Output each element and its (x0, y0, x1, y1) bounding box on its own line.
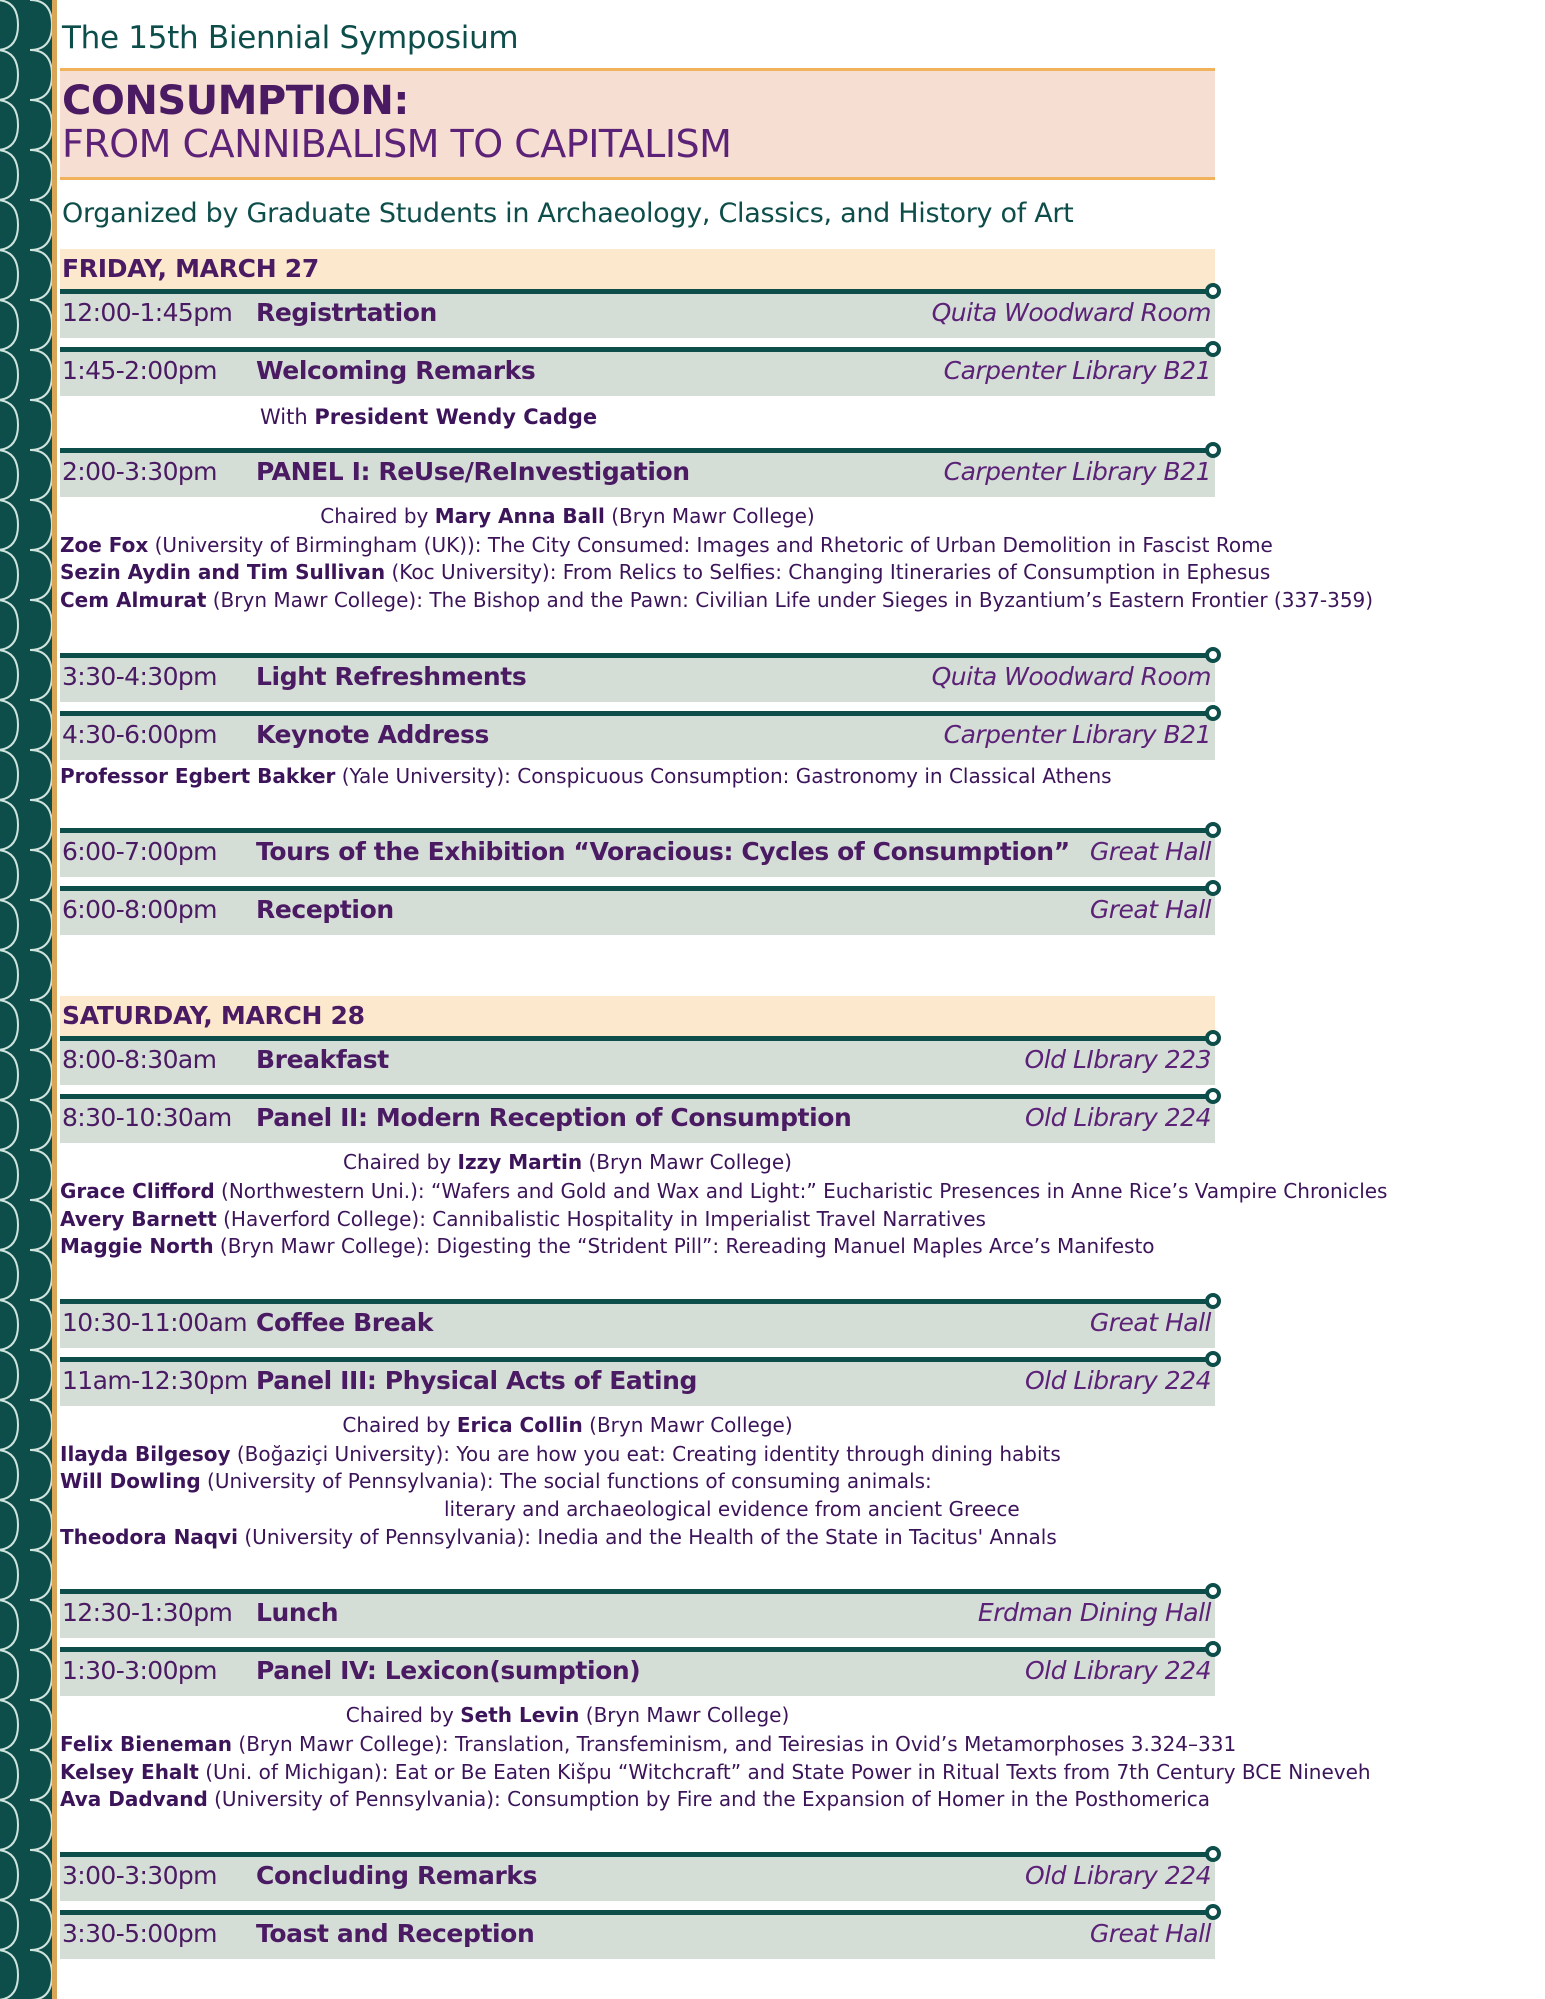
session-venue: Old Library 224 (1024, 1656, 1211, 1686)
session-rule (60, 1094, 1215, 1099)
session-details (60, 760, 1215, 795)
session-rule (60, 448, 1215, 453)
session-time: 3:30-5:00pm (62, 1919, 217, 1949)
session-title: Concluding Remarks (256, 1861, 538, 1891)
timeline-dot-icon (1205, 822, 1221, 838)
session-title: Tours of the Exhibition “Voracious: Cycles of Consumption” (256, 837, 1070, 867)
timeline-dot-icon (1205, 442, 1221, 458)
session-rule (60, 1852, 1215, 1857)
session-row (60, 1041, 1215, 1085)
chair-affiliation: (Bryn Mawr College) (604, 503, 815, 528)
session-time: 12:00-1:45pm (62, 297, 233, 327)
session-details (60, 396, 1215, 439)
session-title: Lunch (256, 1598, 339, 1628)
session-row (60, 453, 1215, 497)
paper-entry (60, 763, 1215, 791)
day-header-1 (60, 249, 1215, 289)
session-venue: Old Library 224 (1024, 1365, 1211, 1395)
session-rule (60, 886, 1215, 891)
timeline-dot-icon (1205, 880, 1221, 896)
session-row (60, 294, 1215, 338)
session-title: Reception (256, 895, 394, 925)
session-venue: Great Hall (1089, 837, 1211, 867)
session-row (60, 891, 1215, 935)
day-label: FRIDAY, MARCH 27 (62, 253, 319, 283)
session-time: 12:30-1:30pm (62, 1598, 233, 1628)
session-chair-line (60, 1146, 1215, 1178)
row-spacer (60, 935, 1215, 944)
paper-title: (Boğaziçi University): You are how you eat: Creating identity through dining habits (230, 1441, 1061, 1466)
timeline-dot-icon (1205, 1088, 1221, 1104)
session-rule (60, 711, 1215, 716)
paper-title: (University of Birmingham (UK)): The City Consumed: Images and Rhetoric of Urban Demolition in Fascist Rome (148, 532, 1273, 557)
session-venue: Quita Woodward Room (931, 661, 1211, 691)
decorative-scallop-border (0, 0, 52, 1999)
paper-author: Grace Clifford (60, 1179, 215, 1204)
paper-entry (60, 1468, 1215, 1496)
session-title: Panel II: Modern Reception of Consumption (256, 1103, 852, 1133)
session-venue: Great Hall (1089, 895, 1211, 925)
paper-entry (60, 1731, 1237, 1759)
session-rule (60, 1910, 1215, 1915)
chair-prefix: Chaired by (320, 503, 435, 528)
session-row (60, 658, 1215, 702)
schedule (60, 249, 1388, 1968)
paper-author: Felix Bieneman (60, 1732, 233, 1757)
row-spacer (60, 1901, 1215, 1910)
row-spacer (60, 1555, 1215, 1589)
row-spacer (60, 619, 1215, 653)
paper-title: (Yale University): Conspicuous Consumption: Gastronomy in Classical Athens (335, 763, 1112, 788)
session-title: Light Refreshments (256, 661, 527, 691)
session-time: 2:00-3:30pm (62, 456, 217, 486)
session-row (60, 1594, 1215, 1638)
session-rule (60, 1589, 1215, 1594)
paper-title: (University of Pennsylvania): Inedia and the Health of the State in Tacitus' Annals (238, 1524, 1057, 1549)
paper-author: Kelsey Ehalt (60, 1759, 199, 1784)
session-row (60, 1857, 1215, 1901)
session-time: 1:45-2:00pm (62, 355, 217, 385)
session-rule (60, 828, 1215, 833)
paper-entry (60, 1178, 1388, 1206)
day-spacer (60, 944, 1215, 996)
session-time: 11am-12:30pm (62, 1365, 248, 1395)
session-venue: Old Library 224 (1024, 1103, 1211, 1133)
session-rule (60, 1299, 1215, 1304)
session-venue: Old Library 224 (1024, 1861, 1211, 1891)
session-row (60, 1652, 1215, 1696)
session-details (60, 497, 1374, 619)
session-time: 4:30-6:00pm (62, 719, 217, 749)
paper-author: Theodora Naqvi (60, 1524, 239, 1549)
row-spacer (60, 1265, 1215, 1299)
session-chair-line (60, 1409, 1215, 1441)
with-speaker-name: President Wendy Cadge (314, 404, 598, 429)
session-row (60, 716, 1215, 760)
session-venue: Carpenter Library B21 (943, 355, 1211, 385)
session-title: Panel III: Physical Acts of Eating (256, 1365, 698, 1395)
paper-entry (60, 1206, 1215, 1234)
paper-author: Ilayda Bilgesoy (60, 1441, 231, 1466)
session-time: 1:30-3:00pm (62, 1656, 217, 1686)
timeline-dot-icon (1205, 1641, 1221, 1657)
session-row (60, 1915, 1215, 1959)
session-row (60, 1099, 1215, 1143)
timeline-dot-icon (1205, 1846, 1221, 1862)
paper-entry (60, 587, 1374, 615)
session-venue: Quita Woodward Room (931, 297, 1211, 327)
with-speaker-line (60, 399, 1215, 435)
chair-name: Mary Anna Ball (434, 503, 605, 528)
session-time: 8:00-8:30am (62, 1045, 217, 1075)
session-rule (60, 653, 1215, 658)
row-spacer (60, 338, 1215, 347)
chair-affiliation: (Bryn Mawr College) (582, 1150, 792, 1175)
session-row (60, 833, 1215, 877)
row-spacer (60, 1348, 1215, 1357)
session-time: 6:00-7:00pm (62, 837, 217, 867)
paper-title: (University of Pennsylvania): Consumption by Fire and the Expansion of Homer in the Posthomerica (207, 1787, 1210, 1812)
chair-affiliation: (Bryn Mawr College) (579, 1703, 790, 1728)
timeline-dot-icon (1205, 283, 1221, 299)
chair-name: Seth Levin (460, 1703, 580, 1728)
session-row (60, 1304, 1215, 1348)
paper-entry (60, 1441, 1215, 1469)
session-venue: Old LIbrary 223 (1024, 1045, 1211, 1075)
session-title: Welcoming Remarks (256, 355, 536, 385)
row-spacer (60, 1818, 1215, 1852)
paper-title: (University of Pennsylvania): The social functions of consuming animals: (200, 1469, 932, 1494)
organizer-line: Organized by Graduate Students in Archaeology, Classics, and History of Art (62, 197, 1074, 229)
day-label: SATURDAY, MARCH 28 (62, 1001, 365, 1031)
session-venue: Carpenter Library B21 (943, 456, 1211, 486)
session-rule (60, 347, 1215, 352)
session-title: Breakfast (256, 1045, 389, 1075)
paper-title: (Koc University): From Relics to Selfies: Changing Itineraries of Consumption in Ephesus (385, 560, 1271, 585)
chair-prefix: Chaired by (345, 1703, 461, 1728)
paper-author: Will Dowling (60, 1469, 201, 1494)
session-title: Registrtation (256, 297, 437, 327)
session-title: Panel IV: Lexicon(sumption) (256, 1656, 641, 1686)
session-rule (60, 1036, 1215, 1041)
paper-entry (60, 1496, 1215, 1524)
session-venue: Great Hall (1089, 1307, 1211, 1337)
paper-title: (Uni. of Michigan): Eat or Be Eaten Kišpu “Witchcraft” and State Power in Ritual Texts from 7th Century BCE Nineveh (198, 1759, 1371, 1784)
paper-author: Maggie North (60, 1234, 214, 1259)
row-spacer (60, 1638, 1215, 1647)
session-venue: Great Hall (1089, 1919, 1211, 1949)
paper-author: Avery Barnett (60, 1206, 217, 1231)
day-header-2 (60, 996, 1215, 1036)
paper-author: Professor Egbert Bakker (60, 763, 336, 788)
paper-author: Zoe Fox (60, 532, 149, 557)
row-spacer (60, 439, 1215, 448)
session-row (60, 1362, 1215, 1406)
paper-entry (60, 1524, 1215, 1552)
chair-name: Erica Collin (456, 1412, 583, 1437)
session-details (60, 1406, 1215, 1555)
paper-title: (Bryn Mawr College): The Bishop and the Pawn: Civilian Life under Sieges in Byzantium’s Eastern Frontier (337-359) (206, 587, 1374, 612)
chair-affiliation: (Bryn Mawr College) (582, 1412, 793, 1437)
session-row (60, 352, 1215, 396)
row-spacer (60, 877, 1215, 886)
session-chair-line (60, 500, 1215, 532)
timeline-dot-icon (1205, 341, 1221, 357)
timeline-dot-icon (1205, 647, 1221, 663)
session-time: 3:00-3:30pm (62, 1861, 217, 1891)
session-rule (60, 289, 1215, 294)
paper-title: literary and archaeological evidence from ancient Greece (444, 1497, 1020, 1522)
timeline-dot-icon (1205, 1293, 1221, 1309)
paper-entry (60, 1233, 1215, 1261)
chair-name: Izzy Martin (457, 1150, 583, 1175)
session-rule (60, 1357, 1215, 1362)
session-details (60, 1143, 1388, 1265)
title-banner (60, 68, 1215, 180)
paper-title: (Bryn Mawr College): Digesting the “Strident Pill”: Rereading Manuel Maples Arce’s Manifesto (213, 1234, 1155, 1259)
session-chair-line (60, 1699, 1215, 1731)
page-title: CONSUMPTION: (62, 78, 409, 124)
session-title: Coffee Break (256, 1307, 433, 1337)
symposium-kicker: The 15th Biennial Symposium (62, 20, 519, 56)
paper-entry (60, 1786, 1215, 1814)
session-title: PANEL I: ReUse/ReInvestigation (256, 456, 690, 486)
session-details (60, 1696, 1371, 1818)
row-spacer (60, 794, 1215, 828)
timeline-dot-icon (1205, 1351, 1221, 1367)
paper-entry (60, 559, 1271, 587)
paper-title: (Haverford College): Cannibalistic Hospitality in Imperialist Travel Narratives (216, 1206, 986, 1231)
session-title: Keynote Address (256, 719, 489, 749)
session-time: 8:30-10:30am (62, 1103, 232, 1133)
session-venue: Erdman Dining Hall (977, 1598, 1211, 1628)
chair-prefix: Chaired by (343, 1150, 458, 1175)
paper-entry (60, 532, 1273, 560)
row-spacer (60, 702, 1215, 711)
paper-author: Sezin Aydin and Tim Sullivan (60, 560, 386, 585)
paper-title: (Bryn Mawr College): Translation, Transfeminism, and Teiresias in Ovid’s Metamorphoses 3.324–331 (232, 1732, 1237, 1757)
row-spacer (60, 1959, 1215, 1968)
row-spacer (60, 1085, 1215, 1094)
paper-title: (Northwestern Uni.): “Wafers and Gold and Wax and Light:” Eucharistic Presences in Anne Rice’s Vampire Chronicles (214, 1179, 1388, 1204)
page-subtitle: FROM CANNIBALISM TO CAPITALISM (62, 122, 732, 167)
timeline-dot-icon (1205, 705, 1221, 721)
session-time: 6:00-8:00pm (62, 895, 217, 925)
with-prefix: With (260, 404, 315, 429)
poster-content (60, 0, 1388, 1968)
timeline-dot-icon (1205, 1030, 1221, 1046)
paper-author: Ava Dadvand (60, 1787, 208, 1812)
paper-author: Cem Almurat (60, 587, 207, 612)
paper-entry (60, 1759, 1371, 1787)
timeline-dot-icon (1205, 1904, 1221, 1920)
session-rule (60, 1647, 1215, 1652)
session-title: Toast and Reception (256, 1919, 535, 1949)
session-time: 10:30-11:00am (62, 1307, 247, 1337)
chair-prefix: Chaired by (342, 1412, 457, 1437)
session-venue: Carpenter Library B21 (943, 719, 1211, 749)
session-time: 3:30-4:30pm (62, 661, 217, 691)
timeline-dot-icon (1205, 1583, 1221, 1599)
